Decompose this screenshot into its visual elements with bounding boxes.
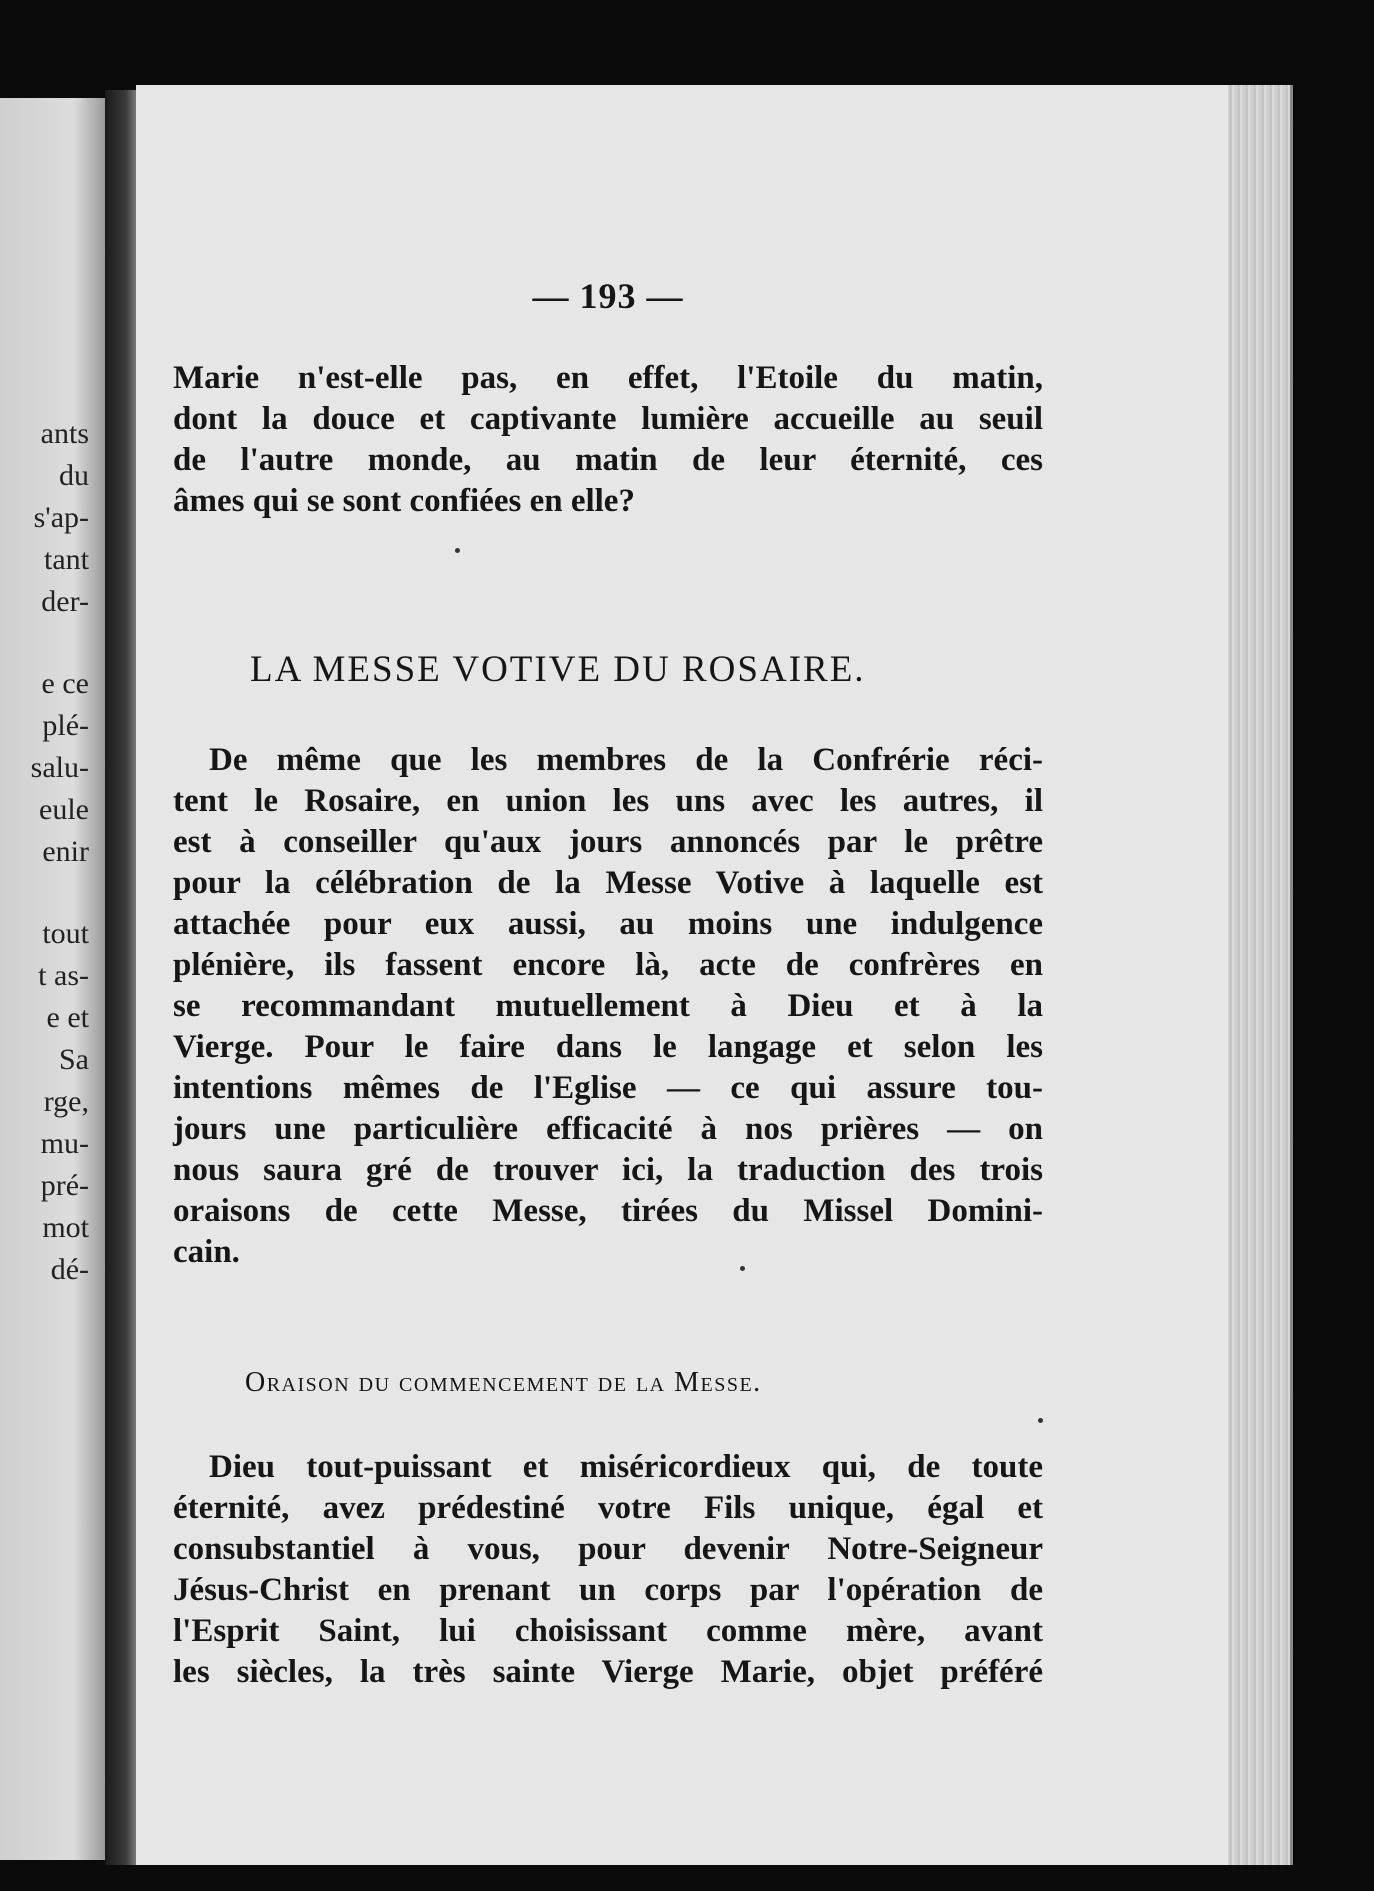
left-fragment: t as- (38, 959, 89, 992)
left-page-text-fragments (0, 413, 89, 1291)
left-fragment: der- (41, 585, 89, 618)
text-line: jours une particulière efficacité à nos prières — on (173, 1111, 1043, 1147)
text-line: se recommandant mutuellement à Dieu et à la (173, 988, 1043, 1024)
text-line: est à conseiller qu'aux jours annoncés par le prêtre (173, 824, 1043, 860)
text-line: Jésus-Christ en prenant un corps par l'opération de (173, 1572, 1043, 1608)
paragraph-oraison (173, 1447, 1043, 1693)
text-line: plénière, ils fassent encore là, acte de confrères en (173, 947, 1043, 983)
paragraph-marie (173, 358, 1043, 522)
text-line: nous saura gré de trouver ici, la traduction des trois (173, 1152, 1043, 1188)
text-line: tent le Rosaire, en union les uns avec les autres, il (173, 783, 1043, 819)
left-fragment: eule (39, 793, 89, 826)
book-gutter (105, 90, 139, 1865)
text-line: oraisons de cette Messe, tirées du Missel Domini- (173, 1193, 1043, 1229)
left-page (0, 98, 105, 1860)
left-fragment: tant (44, 543, 89, 576)
subheading (245, 1367, 1005, 1399)
text-line: de l'autre monde, au matin de leur éternité, ces (173, 442, 1043, 478)
left-fragment: salu- (30, 751, 89, 784)
text-line: Vierge. Pour le faire dans le langage et selon les (173, 1029, 1043, 1065)
text-line: consubstantiel à vous, pour devenir Notre-Seigneur (173, 1531, 1043, 1567)
left-fragment: enir (42, 835, 89, 868)
left-fragment: e ce (41, 667, 89, 700)
left-fragment: du (59, 459, 89, 492)
print-speck (740, 1266, 745, 1271)
left-paragraph-gap (0, 623, 89, 663)
left-fragment: ants (40, 417, 89, 450)
text-line: De même que les membres de la Confrérie réci- (209, 742, 1043, 778)
text-line: les siècles, la très sainte Vierge Marie, objet préféré (173, 1654, 1043, 1690)
text-line: intentions mêmes de l'Eglise — ce qui assure tou- (173, 1070, 1043, 1106)
print-speck (455, 548, 460, 553)
text-line: pour la célébration de la Messe Votive à laquelle est (173, 865, 1043, 901)
text-line: l'Esprit Saint, lui choisissant comme mère, avant (173, 1613, 1043, 1649)
left-fragment: rge, (43, 1085, 89, 1118)
text-line: éternité, avez prédestiné votre Fils unique, égal et (173, 1490, 1043, 1526)
left-fragment: pré- (40, 1169, 89, 1202)
left-fragment: Sa (59, 1043, 89, 1076)
left-fragment: dé- (50, 1253, 89, 1286)
page-number: — 193 — (532, 276, 684, 316)
text-line: attachée pour eux aussi, au moins une indulgence (173, 906, 1043, 942)
text-line: Marie n'est-elle pas, en effet, l'Etoile du matin, (173, 360, 1043, 396)
section-title: LA MESSE VOTIVE DU ROSAIRE. (250, 649, 866, 690)
left-fragment: e et (46, 1001, 89, 1034)
left-fragment: s'ap- (33, 501, 89, 534)
subheading-text: Oraison du commencement de la Messe. (245, 1367, 762, 1398)
text-line: Dieu tout-puissant et miséricordieux qui, de toute (209, 1449, 1043, 1485)
page-edges (1228, 85, 1293, 1865)
left-fragment: mot (42, 1211, 89, 1244)
print-speck (1038, 1418, 1043, 1423)
text-line: cain. (173, 1234, 240, 1270)
text-line: dont la douce et captivante lumière accueille au seuil (173, 401, 1043, 437)
left-fragment: plé- (42, 709, 89, 742)
left-fragment: tout (42, 917, 89, 950)
left-fragment: mu- (40, 1127, 89, 1160)
text-line: âmes qui se sont confiées en elle? (173, 483, 635, 519)
left-paragraph-gap (0, 873, 89, 913)
paragraph-messe-votive (173, 740, 1043, 1273)
